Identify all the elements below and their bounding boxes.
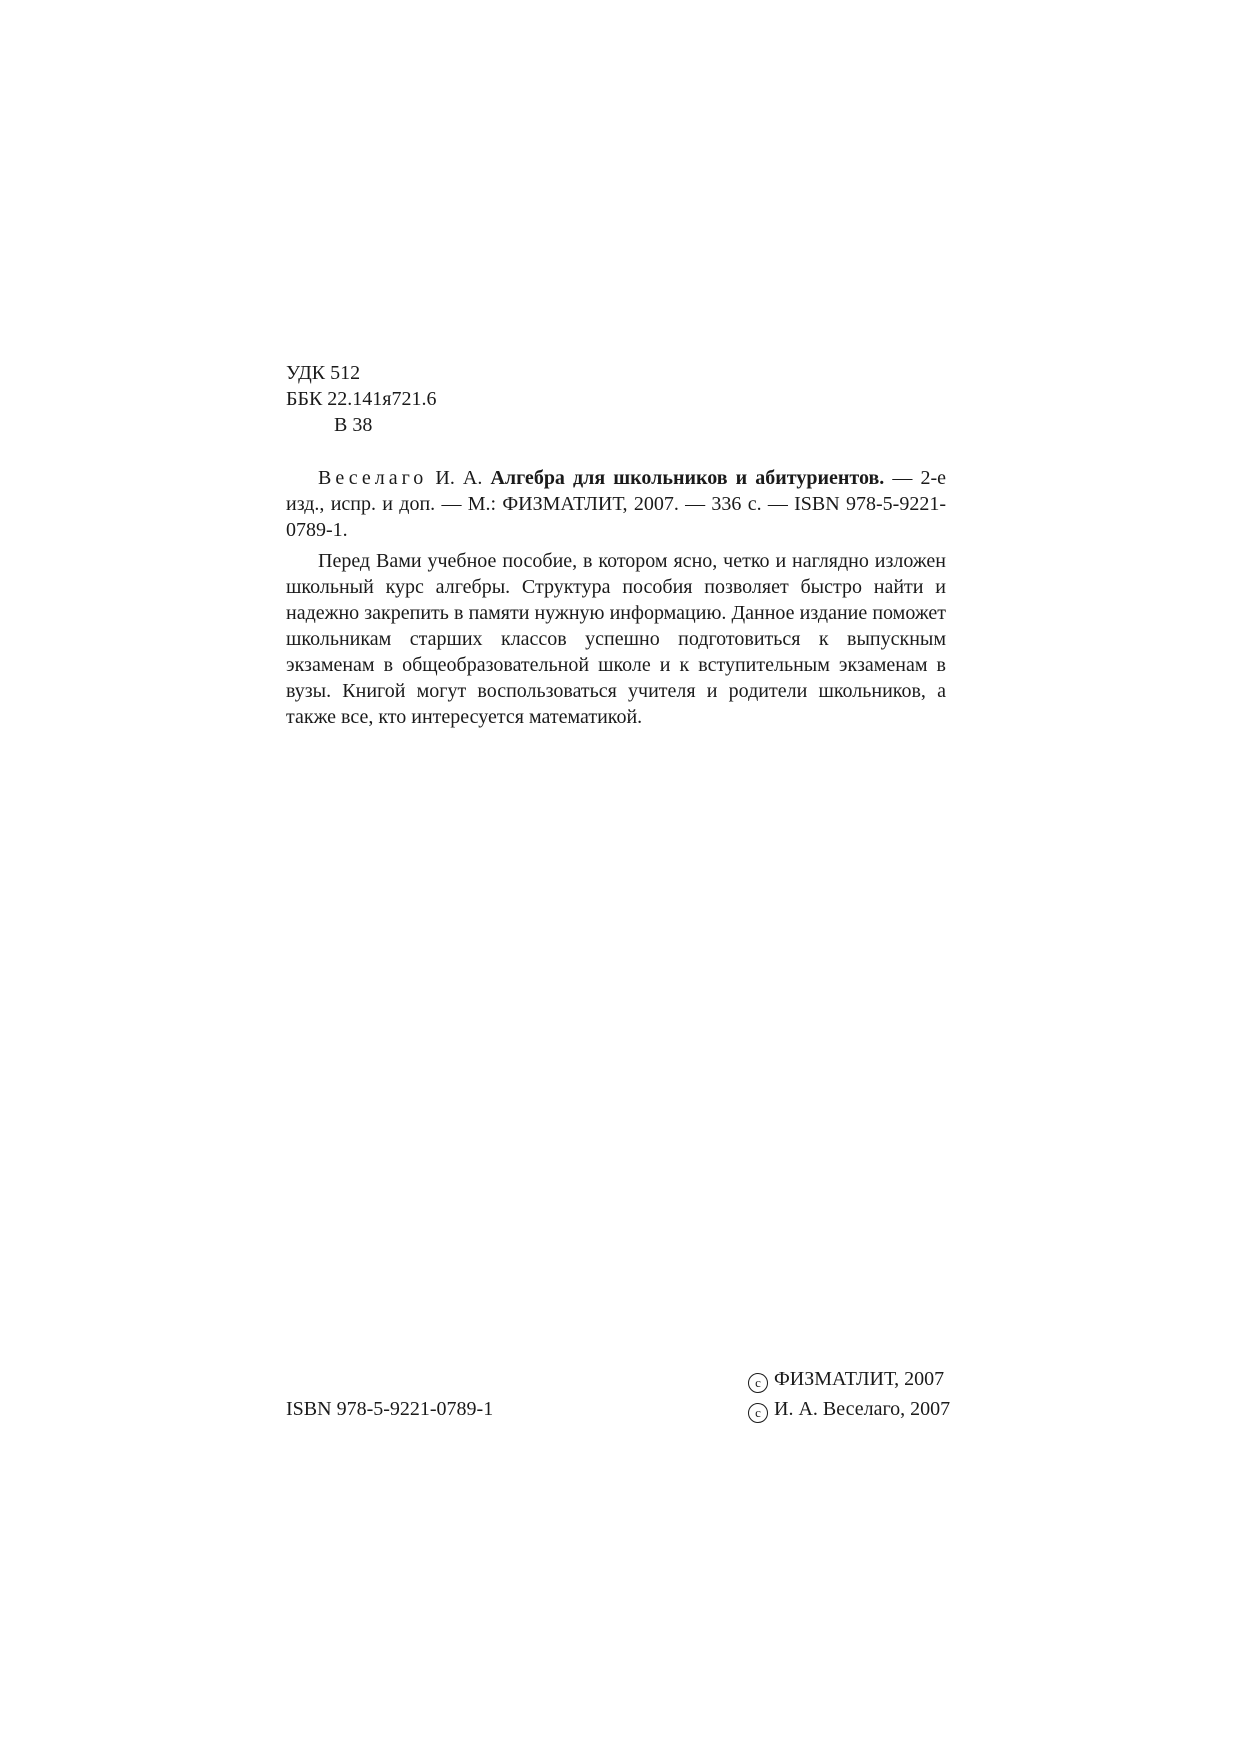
isbn-footer: ISBN 978-5-9221-0789-1 bbox=[286, 1398, 494, 1420]
copyright-block bbox=[748, 1364, 950, 1424]
author-sign: В 38 bbox=[334, 414, 373, 436]
book-title: Алгебра для школьников и абитуриентов. bbox=[490, 467, 885, 489]
author-surname: Веселаго bbox=[318, 467, 428, 489]
bibliographic-entry bbox=[286, 465, 946, 543]
udk-code: УДК 512 bbox=[286, 362, 361, 384]
annotation: Перед Вами учебное пособие, в котором ясно, четко и наглядно изложен школьный курс алгебры. Структура пособия позволяет быстро найти и надежно закрепить в памяти нужную информацию. Данное издание поможет школьникам старших классов успешно подготовиться к выпускным экзаменам в общеобразовательной школе и к вступительным экзаменам в вузы. Книгой могут воспользоваться учителя и родители школьников, а также все, кто интересуется математикой. bbox=[286, 550, 946, 728]
imprint: — 2-е изд., испр. и доп. — М.: ФИЗМАТЛИТ, 2007. — 336 с. — ISBN 978-5-9221-0789-1. bbox=[286, 467, 947, 541]
author-initials: И. А. bbox=[435, 467, 483, 489]
copyright-author-line bbox=[748, 1394, 950, 1424]
copyright-author: И. А. Веселаго, 2007 bbox=[774, 1398, 951, 1420]
bbk-code: ББК 22.141я721.6 bbox=[286, 388, 437, 410]
copyright-icon: c bbox=[748, 1373, 768, 1393]
copyright-icon: c bbox=[748, 1403, 768, 1423]
copyright-publisher-line bbox=[748, 1364, 950, 1394]
copyright-publisher: ФИЗМАТЛИТ, 2007 bbox=[774, 1368, 945, 1390]
classification-codes bbox=[286, 360, 946, 438]
